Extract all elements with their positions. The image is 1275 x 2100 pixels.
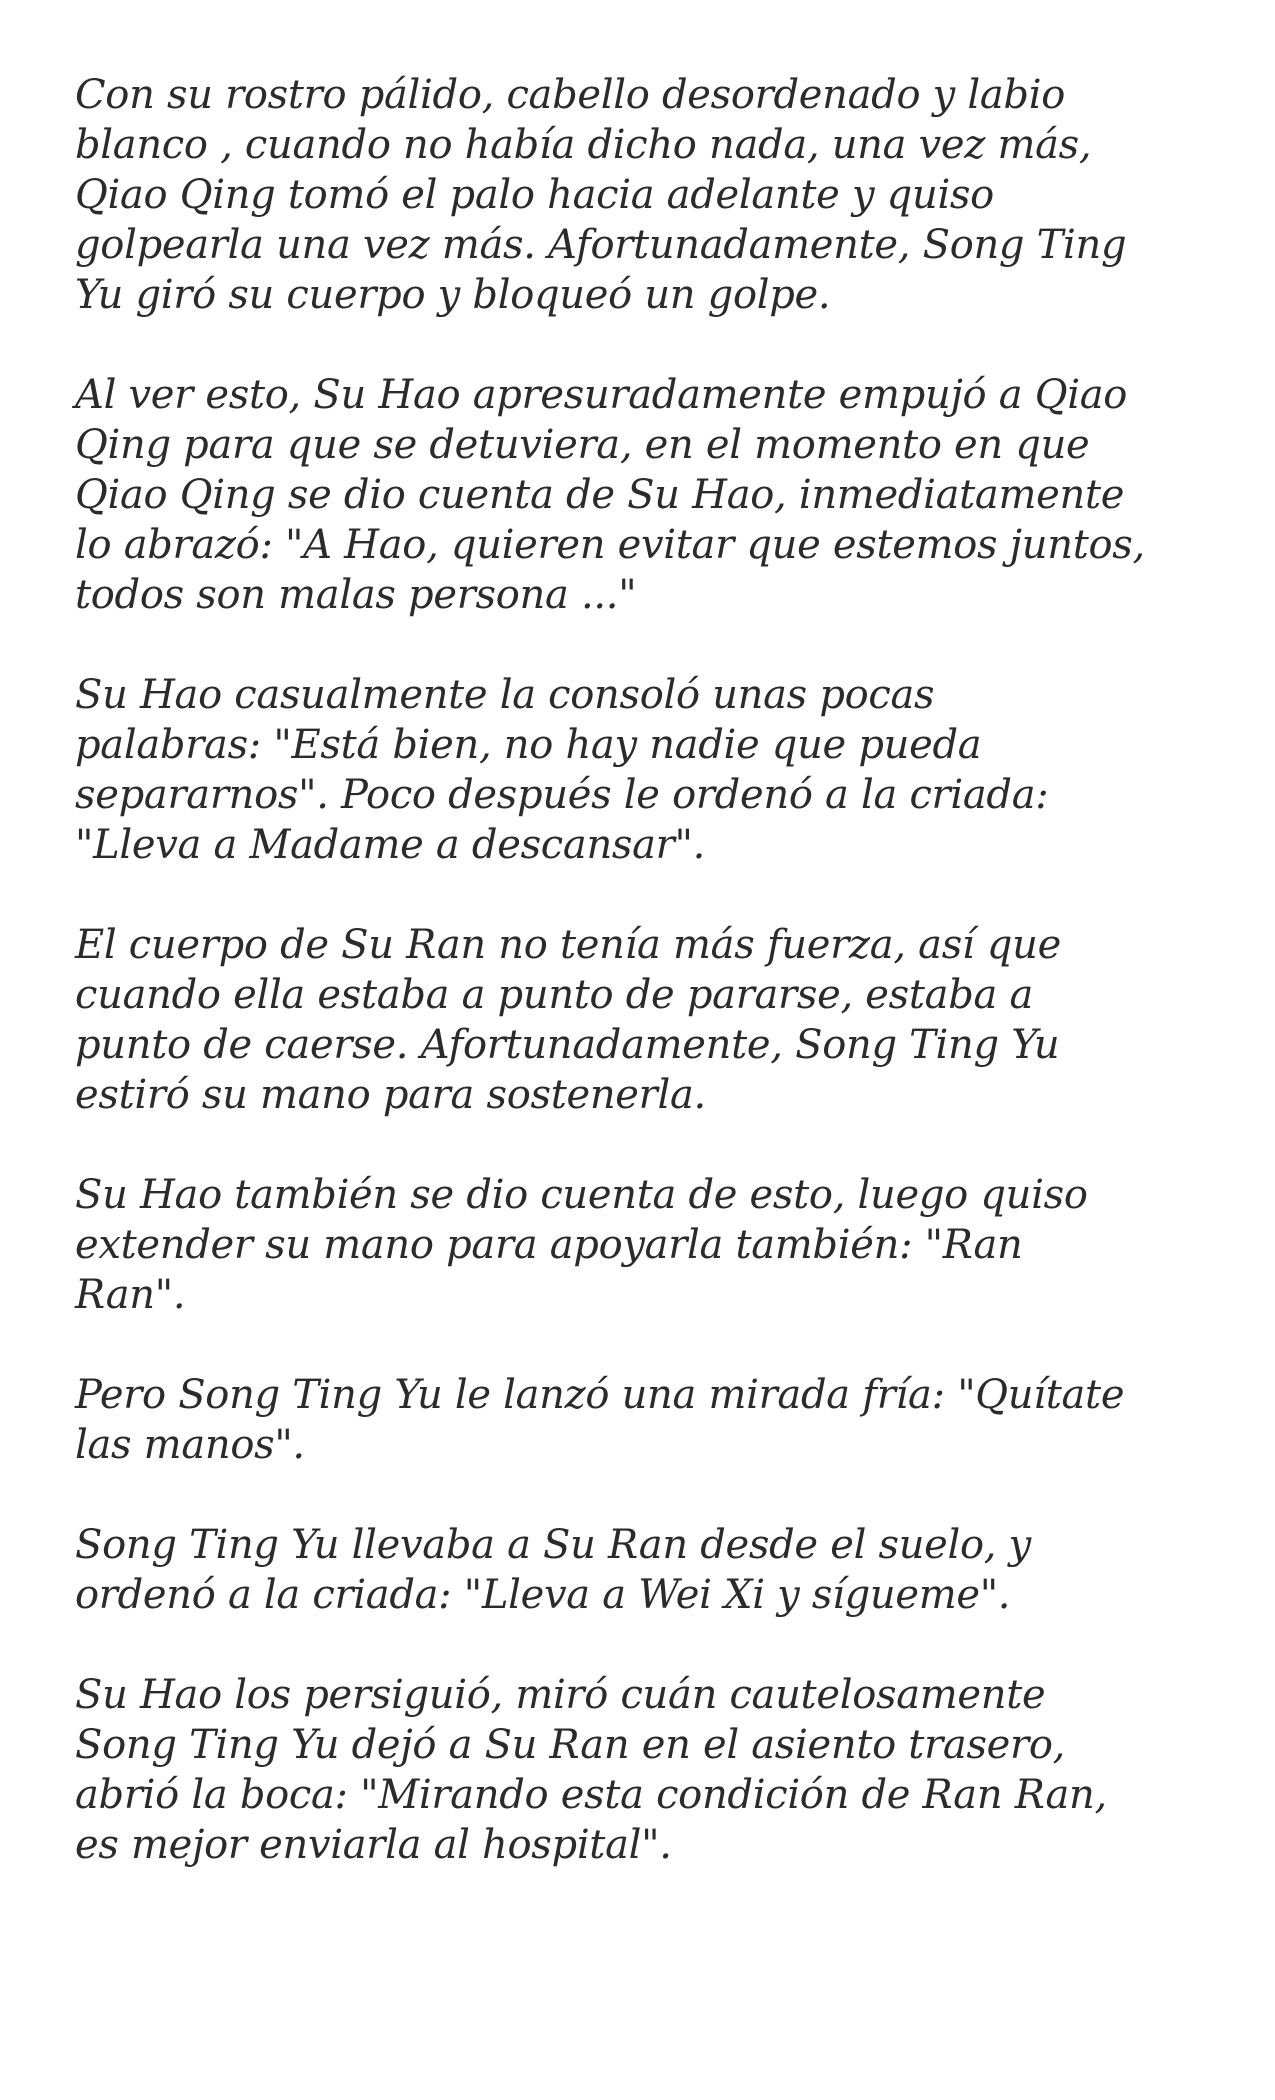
paragraph-3: Su Hao casualmente la consoló unas pocas palabras: "Está bien, no hay nadie que pueda separarnos". Poco después le ordenó a la criada: "Lleva a Madame a descansar". xyxy=(75,672,1049,868)
paragraph-7: Song Ting Yu llevaba a Su Ran desde el suelo, y ordenó a la criada: "Lleva a Wei Xi y sígueme". xyxy=(75,1522,1031,1618)
paragraph-6: Pero Song Ting Yu le lanzó una mirada fría: "Quítate las manos". xyxy=(75,1372,1125,1468)
paragraph-8: Su Hao los persiguió, miró cuán cautelosamente Song Ting Yu dejó a Su Ran en el asiento trasero, abrió la boca: "Mirando esta condición de Ran Ran, es mejor enviarla al hospital". xyxy=(75,1672,1107,1868)
document-body xyxy=(75,70,1215,1920)
paragraph-1: Con su rostro pálido, cabello desordenado y labio blanco , cuando no había dicho nada, una vez más, Qiao Qing tomó el palo hacia adelante y quiso golpearla una vez más. Afortunadamente, Song Ting Yu giró su cuerpo y bloqueó un golpe. xyxy=(75,72,1127,318)
paragraph-4: El cuerpo de Su Ran no tenía más fuerza, así que cuando ella estaba a punto de pararse, estaba a punto de caerse. Afortunadamente, Song Ting Yu estiró su mano para sostenerla. xyxy=(75,922,1061,1118)
paragraph-2: Al ver esto, Su Hao apresuradamente empujó a Qiao Qing para que se detuviera, en el momento en que Qiao Qing se dio cuenta de Su Hao, inmediatamente lo abrazó: "A Hao, quieren evitar que estemos juntos, todos son malas persona ..." xyxy=(75,372,1145,618)
paragraph-5: Su Hao también se dio cuenta de esto, luego quiso extender su mano para apoyarla también: "Ran Ran". xyxy=(75,1172,1088,1318)
